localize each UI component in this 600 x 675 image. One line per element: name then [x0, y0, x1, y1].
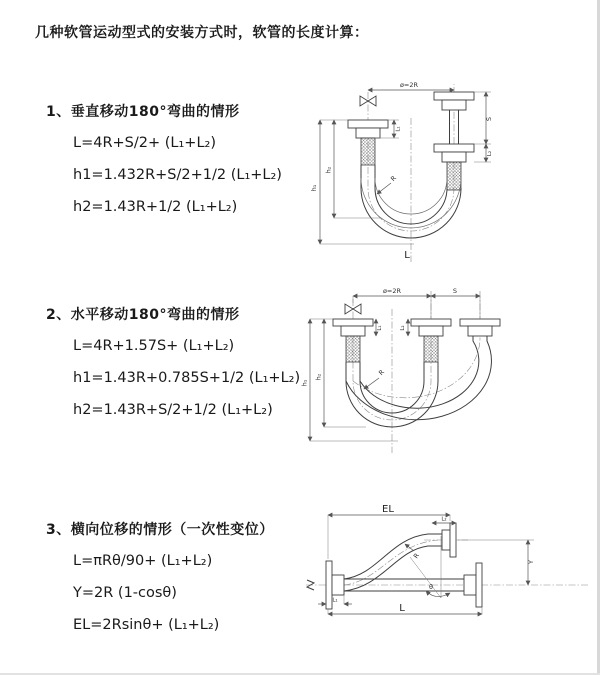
dim-label-r: R — [411, 551, 421, 561]
formula-line: h2=1.43R+1/2 (L₁+L₂) — [73, 199, 238, 215]
section-lateral-displacement — [46, 519, 274, 635]
diagram-vertical-180-bend — [306, 70, 594, 268]
dim-label-l2: L₂ — [441, 516, 447, 523]
braided-section — [424, 336, 438, 362]
dim-label-h1: h₁ — [300, 379, 309, 387]
dim-label-r: R — [389, 174, 399, 184]
page-title: 几种软管运动型式的安装方式时，软管的长度计算： — [35, 25, 369, 41]
section-heading: 2、水平移动180°弯曲的情形 — [46, 307, 240, 323]
section-heading: 3、横向位移的情形（一次性变位） — [46, 522, 274, 538]
section-heading: 1、垂直移动180°弯曲的情形 — [46, 104, 240, 120]
formula-line: h1=1.432R+S/2+1/2 (L₁+L₂) — [73, 167, 282, 183]
formula-line: h1=1.43R+0.785S+1/2 (L₁+L₂) — [73, 370, 301, 386]
braided-section — [346, 336, 360, 362]
dim-label-l1: L₁ — [377, 325, 383, 331]
hose-shifted-centerline — [353, 339, 480, 398]
right-flange-lower — [434, 144, 474, 162]
dim-label-s: S — [452, 287, 458, 295]
formula-line: EL=2Rsinθ+ (L₁+L₂) — [73, 617, 220, 633]
middle-flange — [411, 319, 451, 336]
formula-line: h2=1.43R+S/2+1/2 (L₁+L₂) — [73, 402, 273, 418]
dim-label-l: L — [399, 603, 405, 614]
section-horizontal-movement — [46, 304, 300, 420]
dim-label-theta: θ — [429, 583, 433, 591]
dim-label-l2: L₂ — [400, 325, 406, 331]
leader-line — [377, 183, 391, 194]
right-flange-original — [464, 563, 482, 607]
diagram-lateral-displacement — [298, 501, 598, 649]
dim-label-l1: L₁ — [395, 126, 402, 132]
dim-label-diameter: ø=2R — [399, 81, 419, 89]
dim-label-y: Y — [527, 560, 535, 564]
right-flange-shifted — [460, 319, 500, 336]
angle-radius-line — [410, 557, 441, 598]
left-flange — [348, 120, 388, 138]
dim-label-l: L — [404, 250, 410, 261]
dim-label-s: S — [485, 116, 493, 122]
upper-flange-displaced — [442, 523, 456, 557]
section-vertical-movement — [46, 101, 282, 217]
diagram-horizontal-180-bend — [298, 281, 598, 461]
hose-shifted-outer-wall — [346, 336, 491, 420]
dim-label-h2: h₂ — [314, 373, 323, 381]
formula-line: L=4R+S/2+ (L₁+L₂) — [73, 135, 216, 151]
formula-line: L=4R+1.57S+ (L₁+L₂) — [73, 338, 235, 354]
braided-section — [447, 162, 461, 190]
dim-label-l2: L₂ — [487, 150, 493, 157]
dim-label-diameter: ø=2R — [382, 287, 402, 295]
braided-section — [361, 138, 375, 165]
dim-label-r: R — [377, 368, 387, 378]
dim-label-h1: h₁ — [310, 184, 318, 192]
dim-label-h2: h₂ — [324, 166, 333, 174]
formula-line: L=πRθ/90+ (L₁+L₂) — [73, 553, 213, 569]
left-flange — [333, 319, 373, 336]
formula-line: Y=2R (1-cosθ) — [73, 585, 177, 601]
dim-label-l1: L₁ — [332, 597, 338, 604]
right-flange-upper — [434, 92, 474, 110]
leader-line — [364, 378, 379, 389]
dim-label-el: EL — [382, 504, 394, 515]
